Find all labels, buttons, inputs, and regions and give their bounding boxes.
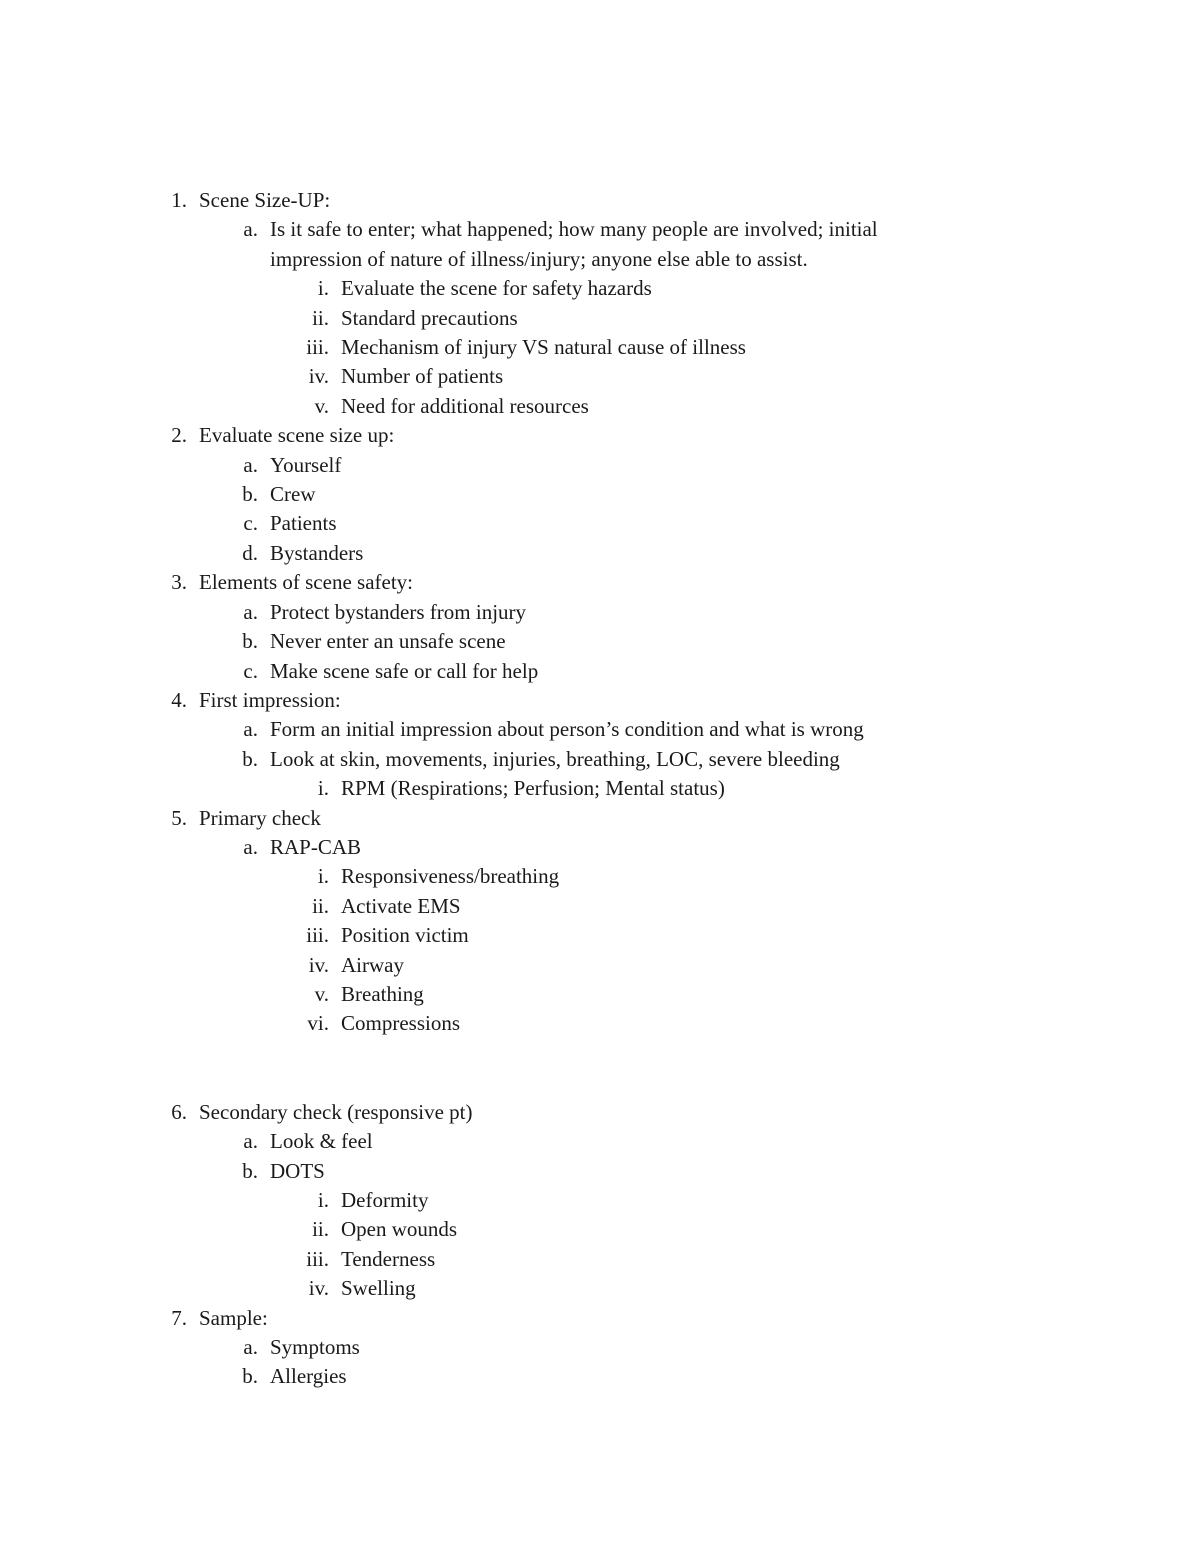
list-item bbox=[0, 1157, 1200, 1186]
list-item bbox=[0, 215, 1200, 274]
list-marker: i. bbox=[317, 1188, 329, 1212]
list-item-text: Protect bystanders from injury bbox=[270, 599, 527, 624]
list-item-text: First impression: bbox=[199, 687, 341, 712]
list-marker: 4. bbox=[171, 687, 187, 712]
list-item bbox=[0, 480, 1200, 509]
list-marker: 1. bbox=[171, 188, 187, 212]
sub-list-item bbox=[0, 1009, 1200, 1038]
section-heading bbox=[0, 804, 1200, 833]
list-marker: iii. bbox=[306, 923, 329, 948]
sub-list-item bbox=[0, 1245, 1200, 1274]
list-marker: b. bbox=[242, 746, 258, 771]
list-marker: iii. bbox=[306, 335, 329, 360]
list-marker: c. bbox=[243, 511, 258, 536]
list-item-text: Open wounds bbox=[341, 1217, 458, 1242]
list-marker: iv. bbox=[308, 1276, 329, 1301]
list-item-text: Evaluate scene size up: bbox=[199, 423, 395, 448]
list-marker: a. bbox=[243, 452, 258, 477]
section-heading bbox=[0, 186, 1200, 215]
list-item-text: RAP-CAB bbox=[270, 834, 362, 859]
sub-list-item bbox=[0, 951, 1200, 980]
list-item bbox=[0, 451, 1200, 480]
list-item-text: Make scene safe or call for help bbox=[270, 658, 539, 683]
sub-list-item bbox=[0, 362, 1200, 391]
list-item-text: Deformity bbox=[341, 1188, 429, 1212]
list-item-text: Form an initial impression about person’s condition and what is wrong bbox=[270, 717, 864, 742]
list-item-text: Number of patients bbox=[341, 364, 504, 389]
list-item-text: Symptoms bbox=[270, 1335, 360, 1360]
list-marker: i. bbox=[317, 776, 329, 801]
list-marker: a. bbox=[243, 834, 258, 859]
list-marker: b. bbox=[242, 629, 258, 654]
list-item-text: Secondary check (responsive pt) bbox=[199, 1099, 473, 1124]
list-marker: i. bbox=[317, 864, 329, 889]
sub-list-item bbox=[0, 892, 1200, 921]
list-marker: 5. bbox=[171, 805, 187, 830]
list-marker: iv. bbox=[308, 364, 329, 389]
list-item bbox=[0, 1127, 1200, 1156]
sub-list-item bbox=[0, 921, 1200, 950]
list-marker: 7. bbox=[171, 1305, 187, 1330]
list-item-text: Position victim bbox=[341, 923, 469, 948]
list-item bbox=[0, 657, 1200, 686]
list-marker: a. bbox=[243, 1129, 258, 1154]
list-item-text: Standard precautions bbox=[341, 305, 518, 330]
list-marker: a. bbox=[243, 1335, 258, 1360]
section-gap bbox=[0, 1039, 1200, 1098]
list-item-text: RPM (Respirations; Perfusion; Mental status) bbox=[341, 776, 725, 801]
list-marker: b. bbox=[242, 482, 258, 507]
list-item bbox=[0, 539, 1200, 568]
list-item-text: Patients bbox=[270, 511, 337, 536]
list-item-text: Mechanism of injury VS natural cause of illness bbox=[341, 335, 746, 360]
outline-list bbox=[0, 186, 1200, 1392]
list-item bbox=[0, 1362, 1200, 1391]
sub-list-item bbox=[0, 1215, 1200, 1244]
list-item-text: Tenderness bbox=[341, 1246, 436, 1271]
list-item-text: Yourself bbox=[270, 452, 342, 477]
list-marker: ii. bbox=[312, 305, 329, 330]
list-item-text: Sample: bbox=[199, 1305, 268, 1330]
list-item-text: Swelling bbox=[341, 1276, 416, 1301]
list-item-text: Never enter an unsafe scene bbox=[270, 629, 506, 654]
list-item-text: Crew bbox=[270, 482, 316, 507]
list-marker: i. bbox=[317, 276, 329, 301]
list-marker: b. bbox=[242, 1158, 258, 1183]
list-marker: ii. bbox=[312, 1217, 329, 1242]
list-marker: 2. bbox=[171, 423, 187, 448]
sub-list-item bbox=[0, 1274, 1200, 1303]
list-item-text: Look & feel bbox=[270, 1129, 373, 1154]
sub-list-item bbox=[0, 980, 1200, 1009]
list-marker: d. bbox=[242, 540, 258, 565]
list-marker: a. bbox=[243, 599, 258, 624]
list-item bbox=[0, 627, 1200, 656]
list-item-text: Evaluate the scene for safety hazards bbox=[341, 276, 652, 301]
section-heading bbox=[0, 1098, 1200, 1127]
sub-list-item bbox=[0, 774, 1200, 803]
sub-list-item bbox=[0, 274, 1200, 303]
list-marker: 6. bbox=[171, 1099, 187, 1124]
list-item-text: Compressions bbox=[341, 1011, 461, 1036]
list-item-text: DOTS bbox=[270, 1158, 325, 1183]
list-marker: iii. bbox=[306, 1246, 329, 1271]
section-heading bbox=[0, 1304, 1200, 1333]
list-item-text: Is it safe to enter; what happened; how many people are involved; initial impression of nature of illness/injury; anyone else able to assist. bbox=[270, 217, 878, 271]
sub-list-item bbox=[0, 333, 1200, 362]
list-marker: b. bbox=[242, 1364, 258, 1389]
list-marker: v. bbox=[314, 981, 329, 1006]
list-marker: v. bbox=[314, 393, 329, 418]
list-marker: a. bbox=[243, 717, 258, 742]
list-item-text: Airway bbox=[341, 952, 404, 977]
list-marker: c. bbox=[243, 658, 258, 683]
list-item bbox=[0, 509, 1200, 538]
list-marker: 3. bbox=[171, 570, 187, 595]
list-item-text: Breathing bbox=[341, 981, 424, 1006]
list-marker: iv. bbox=[308, 952, 329, 977]
list-item-text: Activate EMS bbox=[341, 893, 461, 918]
sub-list-item bbox=[0, 392, 1200, 421]
list-item-text: Responsiveness/breathing bbox=[341, 864, 560, 889]
list-item-text: Allergies bbox=[270, 1364, 347, 1389]
section-heading bbox=[0, 421, 1200, 450]
list-item-text: Primary check bbox=[199, 805, 321, 830]
sub-list-item bbox=[0, 304, 1200, 333]
list-item-text: Scene Size-UP: bbox=[199, 188, 331, 212]
list-item bbox=[0, 833, 1200, 862]
section-heading bbox=[0, 568, 1200, 597]
sub-list-item bbox=[0, 862, 1200, 891]
list-item-text: Need for additional resources bbox=[341, 393, 589, 418]
list-marker: vi. bbox=[307, 1011, 329, 1036]
list-item-text: Bystanders bbox=[270, 540, 364, 565]
list-marker: ii. bbox=[312, 893, 329, 918]
list-item-text: Elements of scene safety: bbox=[199, 570, 413, 595]
list-item bbox=[0, 715, 1200, 744]
list-item-text: Look at skin, movements, injuries, breathing, LOC, severe bleeding bbox=[270, 746, 840, 771]
list-item bbox=[0, 1333, 1200, 1362]
sub-list-item bbox=[0, 1186, 1200, 1215]
list-item bbox=[0, 745, 1200, 774]
list-marker: a. bbox=[243, 217, 258, 242]
section-heading bbox=[0, 686, 1200, 715]
list-item bbox=[0, 598, 1200, 627]
